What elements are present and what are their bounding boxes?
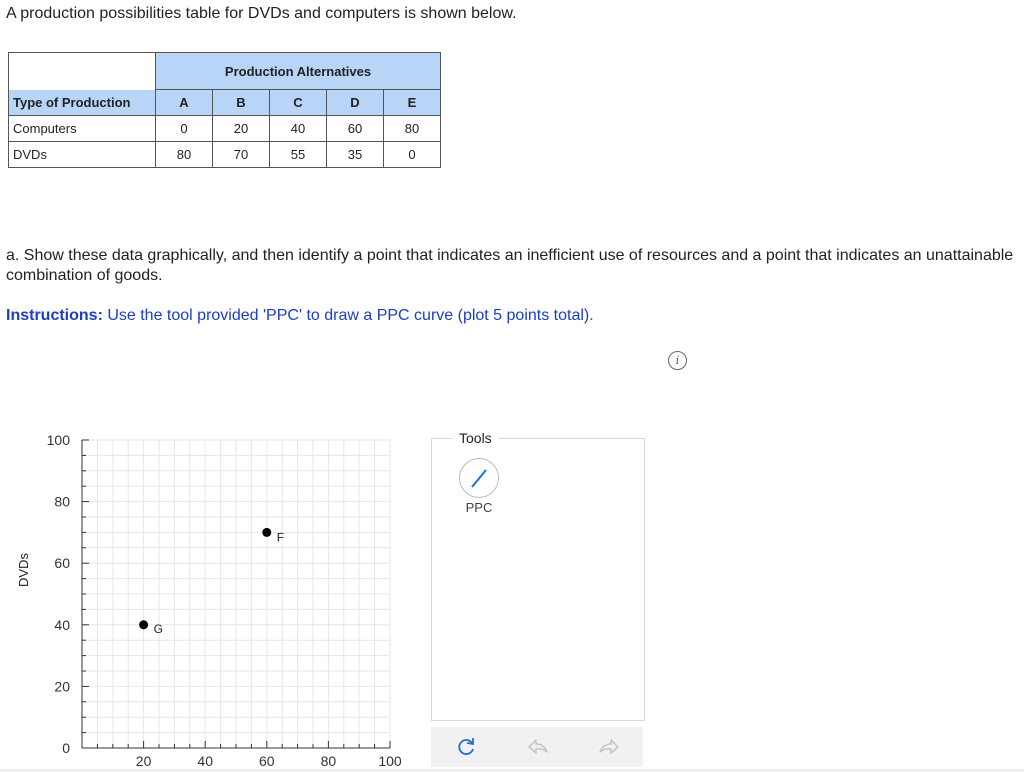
table-cell: 0	[156, 116, 213, 142]
y-tick-label: 60	[54, 555, 70, 572]
point-f	[262, 528, 284, 545]
table-cell: 0	[384, 142, 441, 168]
tools-title: Tools	[431, 430, 645, 446]
ppc-label: PPC	[465, 500, 493, 515]
row-label: Computers	[9, 116, 156, 142]
y-tick-label: 0	[62, 740, 70, 756]
column-header: A	[156, 90, 213, 116]
table-corner	[9, 53, 156, 90]
table-cell: 80	[384, 116, 441, 142]
redo-icon[interactable]	[597, 735, 621, 759]
points	[139, 528, 284, 636]
column-header: C	[270, 90, 327, 116]
table-cell: 70	[213, 142, 270, 168]
point-marker	[262, 528, 271, 537]
row-header: Type of Production	[9, 90, 156, 116]
question-text: a. Show these data graphically, and then identify a point that indicates an inefficient use of resources and a point that indicates an unattainable combination of goods.	[6, 247, 1014, 284]
tools-action-bar	[431, 727, 643, 767]
x-tick-label: 40	[197, 753, 213, 769]
table-row	[9, 142, 441, 168]
reset-icon[interactable]	[454, 735, 478, 759]
x-tick-label: 60	[259, 753, 275, 769]
instructions	[6, 307, 594, 325]
x-tick-label: 100	[378, 753, 402, 769]
y-axis-label: DVDs	[16, 553, 31, 587]
x-tick-label: 20	[135, 753, 152, 769]
y-tick-label: 80	[54, 493, 70, 510]
group-header: Production Alternatives	[156, 53, 441, 90]
y-tick-label: 100	[46, 432, 70, 448]
column-header: B	[213, 90, 270, 116]
y-tick-label: 40	[54, 616, 70, 633]
table-cell: 40	[270, 116, 327, 142]
undo-icon[interactable]	[526, 735, 550, 759]
ppc-line-icon	[460, 459, 498, 497]
table-cell: 60	[327, 116, 384, 142]
point-label: F	[276, 530, 285, 545]
info-icon[interactable]: i	[668, 351, 687, 370]
instructions-text: Use the tool provided 'PPC' to draw a PPC curve (plot 5 points total).	[102, 307, 594, 324]
column-header: E	[384, 90, 441, 116]
point-label: G	[153, 621, 163, 636]
table-cell: 80	[156, 142, 213, 168]
table-cell: 55	[270, 142, 327, 168]
x-tick-label: 80	[320, 753, 337, 769]
grid	[82, 440, 390, 748]
table-row	[9, 116, 441, 142]
point-marker	[139, 620, 148, 629]
ticks	[47, 432, 402, 769]
row-label: DVDs	[9, 142, 156, 168]
ppc-graph[interactable]	[0, 420, 420, 772]
table-cell: 35	[327, 142, 384, 168]
intro-text: A production possibilities table for DVDs and computers is shown below.	[6, 5, 517, 22]
instructions-prefix: Instructions:	[6, 307, 103, 324]
y-tick-label: 20	[54, 678, 70, 695]
column-header: D	[327, 90, 384, 116]
production-table	[8, 52, 441, 168]
point-g	[139, 620, 163, 636]
table-cell: 20	[213, 116, 270, 142]
ppc-tool-button[interactable]	[459, 458, 499, 498]
